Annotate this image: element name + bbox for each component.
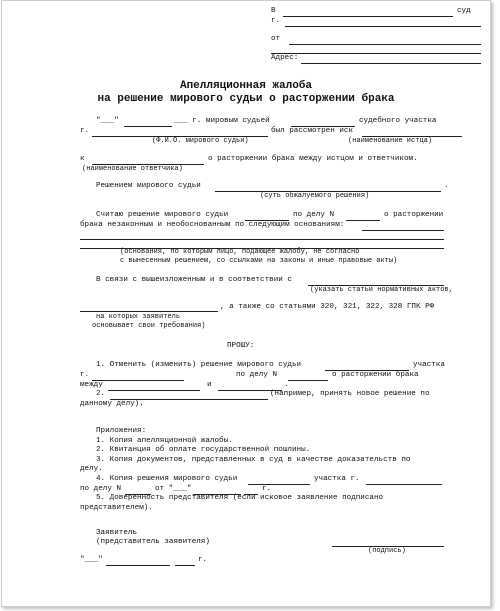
attachment-2: 2. Квитанция об оплате государственной пошлины. [96,446,311,454]
document-title: Апелляционная жалоба [179,80,313,92]
attachment-1: 1. Копия апелляционной жалобы. [96,437,233,445]
grounds-hint-1: (основания, по которым лицо, подающее жалобу, не согласно [120,248,360,256]
header-to-prefix: В [271,7,276,15]
basis-hint-2: основывает свои требования) [92,322,206,330]
defendant-hint: (наименование ответчика) [82,165,183,173]
accordance-text: В связи с вышеизложенным и в соответствии с [96,276,292,284]
header-from-line-2 [271,53,481,54]
header-address-label: Адрес: [271,54,299,62]
request-2-case-line [288,380,328,381]
date-sign-suffix: г. [198,556,208,564]
attachment-4-date: от "___" [155,485,192,493]
request-5-text: данному делу). [80,400,144,408]
signature-hint: (подпись) [368,547,406,555]
header-to-suffix: суд [457,7,471,15]
attachment-4-case: по делу N [80,485,122,493]
section-text: судебного участка [359,117,437,125]
request-3-between: между [80,381,103,389]
grounds-line-1 [362,230,444,231]
judge-text: ___ г. мировым судьей [174,117,270,125]
city-g: г. [80,127,90,135]
to-k: к [80,155,85,163]
representative-label: (представитель заявителя) [96,538,210,546]
request-3-end: . [284,381,289,389]
case-n-line [346,220,380,221]
request-1-section: участка [413,361,445,369]
attachments-heading: Приложения: [96,427,147,435]
document-subtitle: на решение мирового судьи о расторжении брака [97,93,395,105]
request-heading: ПРОШУ: [227,342,255,350]
attachment-4-year-suffix: г. [262,485,272,493]
attachment-3: 3. Копия документов, представленных в суд в качестве доказательств по [96,456,411,464]
decision-text: Решением мирового судьи [96,182,201,190]
applicant-label: Заявитель [96,529,138,537]
grounds-line-2 [80,239,444,240]
request-2-city: г. [80,371,90,379]
judge-name-hint: (Ф.И.О. мирового судьи) [152,137,249,145]
divorce-ref-text: о расторжении [384,211,444,219]
header-from-line [289,44,481,45]
attachment-4-city-line [366,484,442,485]
divorce-text: о расторжении брака между истцом и ответчиком. [208,155,418,163]
header-city-line [285,26,481,27]
header-court-line [283,16,453,17]
decision-end: . [444,182,449,190]
attachment-4: 4. Копия решения мирового судьи [96,475,238,483]
date-quote: "___" [96,117,119,125]
request-1-text: 1. Отменить (изменить) решение мирового судьи [96,361,302,369]
request-4-hint: (например, принять новое решение по [270,390,430,398]
attachment-4-judge-line [248,484,310,485]
attachment-5-cont: представителем). [80,504,153,512]
attachment-5: 5. Доверенность представителя (если исковое заявление подписано [96,494,384,502]
articles-line [80,311,218,312]
request-3-and: и [207,381,212,389]
date-month-line [124,126,172,127]
header-city-prefix: г. [271,17,281,25]
decision-hint: (суть обжалуемого решения) [260,192,370,200]
header-from-label: от [271,35,281,43]
articles-hint: (указать статьи нормативных актов, [310,286,453,294]
request-3-party1-line [108,390,200,391]
date-sign-month-line [106,565,170,566]
request-2-city-line [92,380,184,381]
gpk-text: , а также со статьями 320, 321, 322, 328 ГПК РФ [220,303,435,311]
document-page [1,0,491,607]
grounds-hint-2: с вынесенным решением, со ссылками на законы и иные правовые акты) [120,257,398,265]
request-2-divorce: о расторжении брака [332,371,419,379]
attachment-4-section: участка г. [314,475,360,483]
header-address-line [301,63,481,64]
plaintiff-hint: (наименование истца) [348,137,433,145]
date-sign-year-line [175,565,195,566]
basis-hint-1: на которых заявитель [96,313,181,321]
consider-text: Считаю решение мирового судьи [96,211,229,219]
case-n-text: по делу N [293,211,335,219]
request-2-case: по делу N [236,371,278,379]
attachment-3-cont: делу. [80,465,103,473]
request-4-num: 2. [96,390,106,398]
grounds-intro: брака незаконным и необоснованным по следующим основаниям: [80,221,345,229]
claim-text: был рассмотрен иск [271,127,354,135]
date-sign-quote: "___" [80,556,103,564]
